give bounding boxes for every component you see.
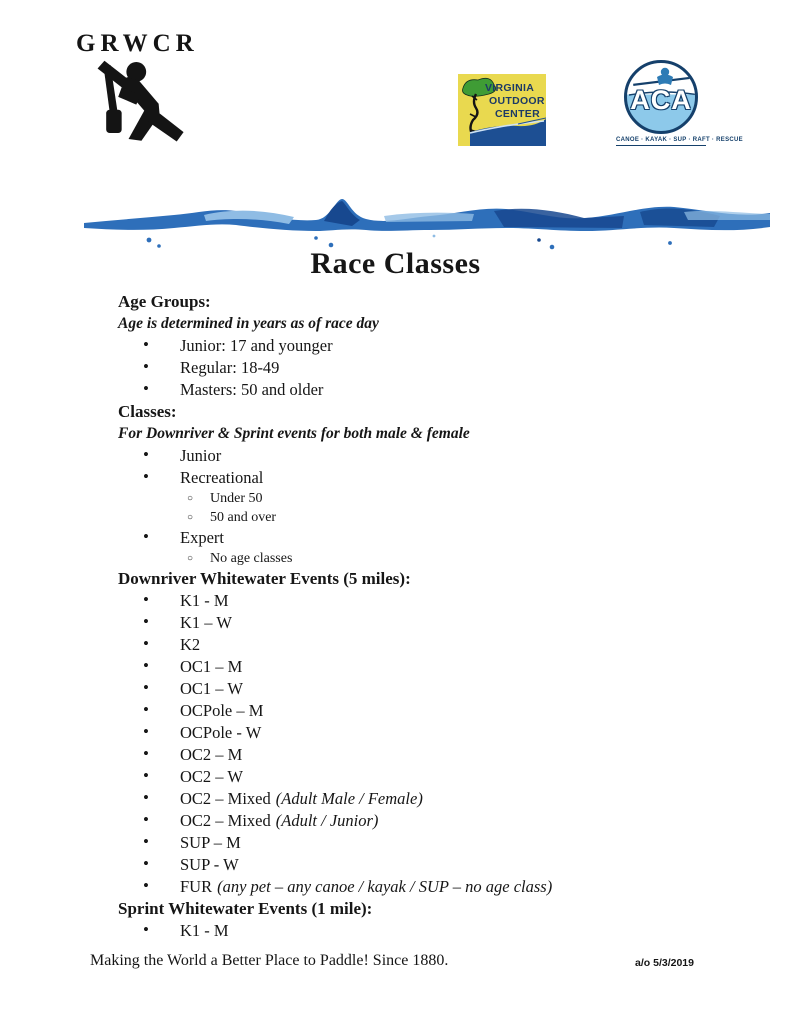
downriver-list <box>118 590 718 898</box>
list-item <box>118 920 718 942</box>
list-item-text: K2 <box>180 635 201 654</box>
sub-list-item <box>180 508 718 527</box>
aca-logo <box>616 60 743 146</box>
list-item-text: FUR <box>180 877 213 896</box>
list-item-text: Expert <box>180 528 224 547</box>
list-item <box>118 832 718 854</box>
age-groups-heading: Age Groups: <box>118 292 211 311</box>
water-wave-divider <box>84 194 770 252</box>
list-item-text: Masters: 50 and older <box>180 380 324 399</box>
paddler-icon <box>86 59 190 145</box>
list-item <box>118 810 718 832</box>
aca-logo-tagline: CANOE · KAYAK · SUP · RAFT · RESCUE <box>616 136 706 146</box>
age-groups-list <box>118 335 718 401</box>
document-body <box>118 291 718 942</box>
list-item <box>118 854 718 876</box>
grwcr-logo-text: GRWCR <box>76 30 199 57</box>
sub-list-item-text: 50 and over <box>210 510 277 525</box>
sub-list-item-text: Under 50 <box>210 491 263 506</box>
list-item-text: OC1 – W <box>180 679 243 698</box>
list-item-text: OCPole - W <box>180 723 262 742</box>
class-sub-list <box>180 489 718 527</box>
list-item-text: OCPole – M <box>180 701 264 720</box>
list-item-text: Recreational <box>180 468 264 487</box>
list-item-text: OC2 – W <box>180 767 243 786</box>
list-item <box>118 656 718 678</box>
voc-logo-line2: OUTDOOR <box>489 95 545 107</box>
list-item-text: Junior <box>180 446 222 465</box>
list-item <box>118 634 718 656</box>
aca-logo-circle <box>624 60 698 134</box>
voc-logo-line3: CENTER <box>495 108 540 120</box>
list-item-text: K1 - M <box>180 591 229 610</box>
list-item <box>118 445 718 467</box>
classes-subheading: For Downriver & Sprint events for both male & female <box>118 425 470 442</box>
sub-list-item-text: No age classes <box>210 551 293 566</box>
list-item <box>118 876 718 898</box>
sub-list-item <box>180 549 718 568</box>
aca-logo-acronym: ACA <box>630 85 692 115</box>
sprint-list <box>118 920 718 942</box>
footer-tagline: Making the World a Better Place to Paddle! Since 1880. <box>90 952 449 969</box>
list-item <box>118 335 718 357</box>
list-item-note: (any pet – any canoe / kayak / SUP – no age class) <box>217 877 553 896</box>
age-groups-subheading: Age is determined in years as of race day <box>118 315 379 332</box>
classes-list <box>118 445 718 568</box>
list-item <box>118 527 718 568</box>
list-item <box>118 678 718 700</box>
sprint-heading: Sprint Whitewater Events (1 mile): <box>118 899 373 918</box>
grwcr-logo <box>76 30 199 145</box>
list-item <box>118 788 718 810</box>
list-item-text: OC2 – Mixed <box>180 811 271 830</box>
list-item-text: K1 – W <box>180 613 232 632</box>
list-item-text: Regular: 18-49 <box>180 358 280 377</box>
page-title: Race Classes <box>310 247 481 280</box>
list-item-text: OC1 – M <box>180 657 243 676</box>
list-item <box>118 379 718 401</box>
list-item-text: OC2 – Mixed <box>180 789 271 808</box>
list-item <box>118 612 718 634</box>
list-item-text: SUP – M <box>180 833 241 852</box>
virginia-outdoor-center-logo <box>458 74 546 146</box>
list-item <box>118 467 718 527</box>
downriver-heading: Downriver Whitewater Events (5 miles): <box>118 569 411 588</box>
section-classes <box>118 401 718 568</box>
list-item <box>118 766 718 788</box>
class-sub-list <box>180 549 718 568</box>
list-item <box>118 357 718 379</box>
classes-heading: Classes: <box>118 402 177 421</box>
list-item <box>118 590 718 612</box>
list-item <box>118 744 718 766</box>
list-item-text: K1 - M <box>180 921 229 940</box>
list-item-text: SUP - W <box>180 855 239 874</box>
list-item-text: Junior: 17 and younger <box>180 336 333 355</box>
footer-revision-date: a/o 5/3/2019 <box>635 957 694 969</box>
list-item <box>118 722 718 744</box>
sub-list-item <box>180 489 718 508</box>
list-item-text: OC2 – M <box>180 745 243 764</box>
list-item <box>118 700 718 722</box>
voc-logo-line1: VIRGINIA <box>485 82 535 94</box>
section-sprint-events <box>118 898 718 942</box>
voc-logo-text <box>485 82 545 121</box>
section-downriver-events <box>118 568 718 898</box>
list-item-note: (Adult Male / Female) <box>275 789 423 808</box>
list-item-note: (Adult / Junior) <box>275 811 379 830</box>
section-age-groups <box>118 291 718 401</box>
